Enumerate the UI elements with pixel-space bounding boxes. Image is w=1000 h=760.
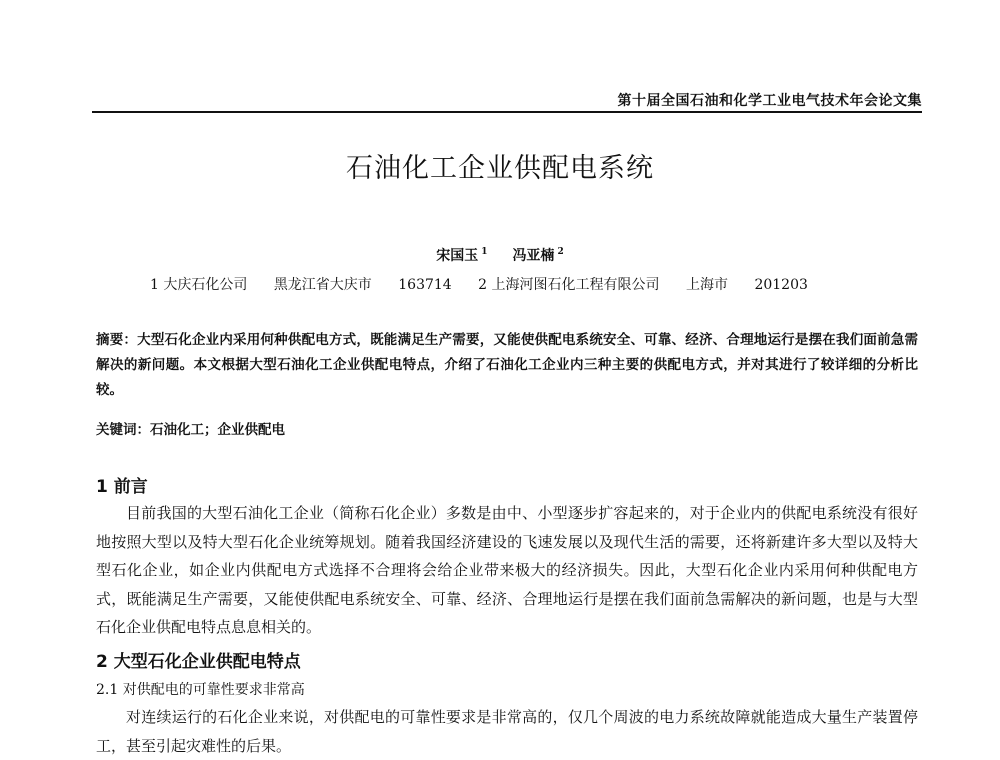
paper-title: 石油化工企业供配电系统 [346,153,654,184]
author-2 [512,248,563,264]
header-rule [92,111,922,113]
abstract-text: 大型石化企业内采用何种供配电方式，既能满足生产需要，又能使供配电系统安全、可靠、经济、合理地运行是摆在我们面前急需解决的新问题。本文根据大型石油化工企业供配电特点，介绍了石油化工企业内三种主要的供配电方式，并对其进行了较详细的分析比较。 [96,332,919,398]
section-2-heading: 2 大型石化企业供配电特点 [96,652,301,672]
affiliation-1-org: 1 大庆石化公司 [150,277,248,293]
abstract [96,328,918,403]
author-line [0,245,1000,265]
keywords-text: 石油化工；企业供配电 [150,422,285,438]
affiliation-2-postcode: 201203 [754,277,808,293]
affiliation-1-city: 黑龙江省大庆市 [273,277,372,293]
author-2-sup: 2 [557,247,564,257]
affiliation-2-org: 2 上海河图石化工程有限公司 [478,277,660,293]
running-header: 第十届全国石油和化学工业电气技术年会论文集 [617,93,922,109]
section-1-paragraph: 目前我国的大型石油化工企业（简称石化企业）多数是由中、小型逐步扩容起来的，对于企业内的供配电系统没有很好地按照大型以及特大型石化企业统筹规划。随着我国经济建设的飞速发展以及现代生活的需要，还将新建许多大型以及特大型石化企业，如企业内供配电方式选择不合理将会给企业带来极大的经济损失。因此，大型石化企业内采用何种供配电方式，既能满足生产需要，又能使供配电系统安全、可靠、经济、合理地运行是摆在我们面前急需解决的新问题，也是与大型石化企业供配电特点息息相关的。 [96,504,918,637]
abstract-label: 摘要： [96,332,138,348]
affiliation-line [150,274,830,294]
section-2-1-heading: 2.1 对供配电的可靠性要求非常高 [96,682,305,698]
author-1-sup: 1 [481,247,488,257]
section-1-heading: 1 前言 [96,477,148,497]
author-1 [436,248,487,264]
affiliation-1-postcode: 163714 [398,277,452,293]
author-2-name: 冯亚楠 [512,248,555,264]
author-1-name: 宋国玉 [436,248,479,264]
section-2-1-paragraph: 对连续运行的石化企业来说，对供配电的可靠性要求是非常高的，仅几个周波的电力系统故障就能造成大量生产装置停工，甚至引起灾难性的后果。 [96,708,918,755]
affiliation-2-city: 上海市 [685,277,728,293]
keywords [96,418,285,438]
keywords-label: 关键词： [96,422,150,438]
